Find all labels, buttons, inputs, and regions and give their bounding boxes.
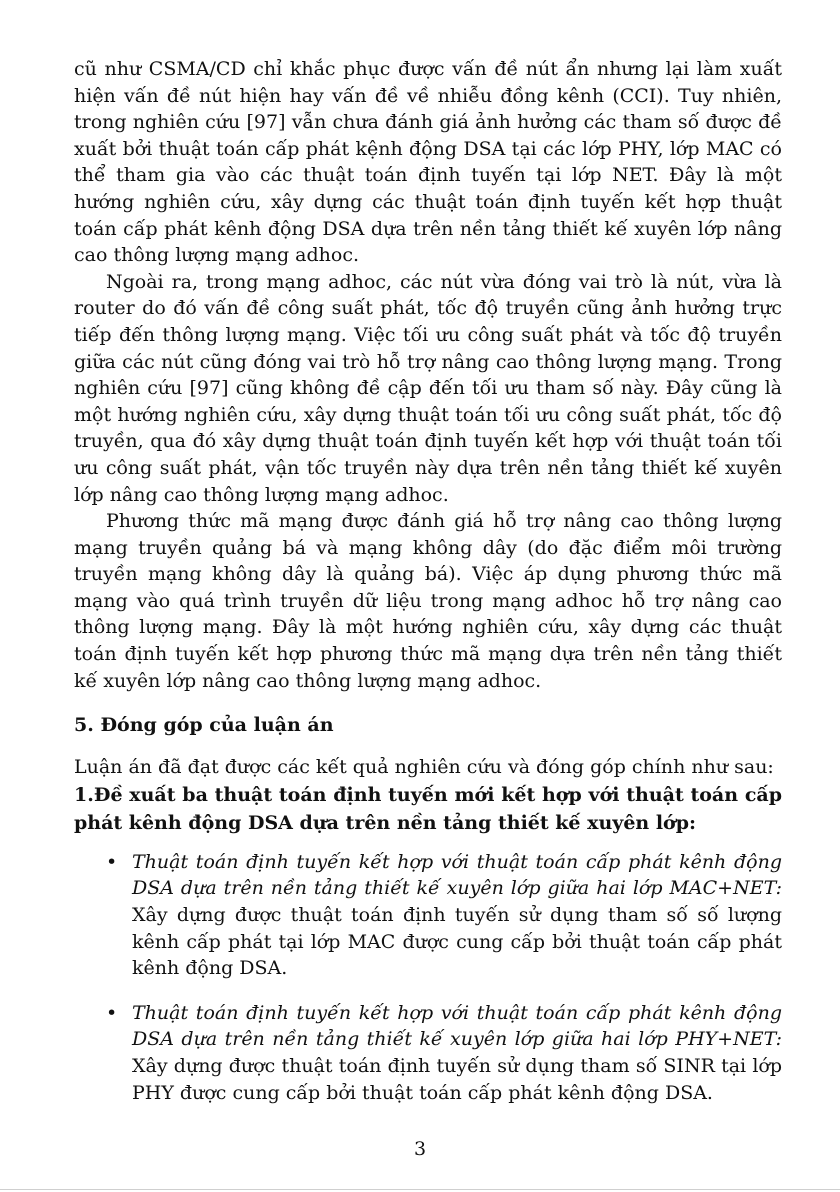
- list-item-title: Thuật toán định tuyến kết hợp với thuật toán cấp phát kênh động DSA dựa trên nền tảng thiết kế xuyên lớp giữa hai lớp MAC+NET:: [132, 850, 782, 900]
- page-number: 3: [413, 1138, 427, 1160]
- document-page: [74, 56, 782, 1124]
- body-paragraph-3: Phương thức mã mạng được đánh giá hỗ trợ nâng cao thông lượng mạng truyền quảng bá và mạng không dây (do đặc điểm môi trường truyền mạng không dây là quảng bá). Việc áp dụng phương thức mã mạng vào quá trình truyền dữ liệu trong mạng adhoc hỗ trợ nâng cao thông lượng mạng. Đây là một hướng nghiên cứu, xây dựng các thuật toán định tuyến kết hợp phương thức mã mạng dựa trên nền tảng thiết kế xuyên lớp nâng cao thông lượng mạng adhoc.: [74, 510, 782, 692]
- list-item: [74, 849, 782, 982]
- list-item: [74, 1000, 782, 1106]
- bottom-divider: [0, 1189, 840, 1190]
- contribution-claim: 1.Đề xuất ba thuật toán định tuyến mới kết hợp với thuật toán cấp phát kênh động DSA dựa trên nền tảng thiết kế xuyên lớp:: [74, 783, 782, 834]
- body-paragraph-1: cũ như CSMA/CD chỉ khắc phục được vấn đề nút ẩn nhưng lại làm xuất hiện vấn đề nút hiện hay vấn đề về nhiễu đồng kênh (CCI). Tuy nhiên, trong nghiên cứu [97] vẫn chưa đánh giá ảnh hưởng các tham số được đề xuất bởi thuật toán cấp phát kệnh động DSA tại các lớp PHY, lớp MAC có thể tham gia vào các thuật toán định tuyến tại lớp NET. Đây là một hướng nghiên cứu, xây dựng các thuật toán định tuyến kết hợp thuật toán cấp phát kênh động DSA dựa trên nền tảng thiết kế xuyên lớp nâng cao thông lượng mạng adhoc.: [74, 58, 782, 267]
- list-item-text: Xây dựng được thuật toán định tuyến sử dụng tham số số lượng kênh cấp phát tại lớp MAC được cung cấp bởi thuật toán cấp phát kênh động DSA.: [132, 904, 782, 980]
- list-item-title: Thuật toán định tuyến kết hợp với thuật toán cấp phát kênh động DSA dựa trên nền tảng thiết kế xuyên lớp giữa hai lớp PHY+NET:: [132, 1001, 782, 1051]
- section-intro: Luận án đã đạt được các kết quả nghiên cứu và đóng góp chính như sau:: [74, 756, 774, 779]
- list-item-text: Xây dựng được thuật toán định tuyến sử dụng tham số SINR tại lớp PHY được cung cấp bởi thuật toán cấp phát kênh động DSA.: [132, 1055, 782, 1104]
- bullet-icon: •: [106, 1001, 118, 1024]
- body-paragraph-2: Ngoài ra, trong mạng adhoc, các nút vừa đóng vai trò là nút, vừa là router do đó vấn đề công suất phát, tốc độ truyền cũng ảnh hưởng trực tiếp đến thông lượng mạng. Việc tối ưu công suất phát và tốc độ truyền giữa các nút cũng đóng vai trò hỗ trợ nâng cao thông lượng mạng. Trong nghiên cứu [97] cũng không đề cập đến tối ưu tham số này. Đây cũng là một hướng nghiên cứu, xây dựng thuật toán tối ưu công suất phát, tốc độ truyền, qua đó xây dựng thuật toán định tuyến kết hợp với thuật toán tối ưu công suất phát, vận tốc truyền này dựa trên nền tảng thiết kế xuyên lớp nâng cao thông lượng mạng adhoc.: [74, 270, 782, 506]
- section-heading: 5. Đóng góp của luận án: [74, 714, 334, 737]
- bullet-icon: •: [106, 850, 118, 873]
- contribution-list: [74, 849, 782, 1106]
